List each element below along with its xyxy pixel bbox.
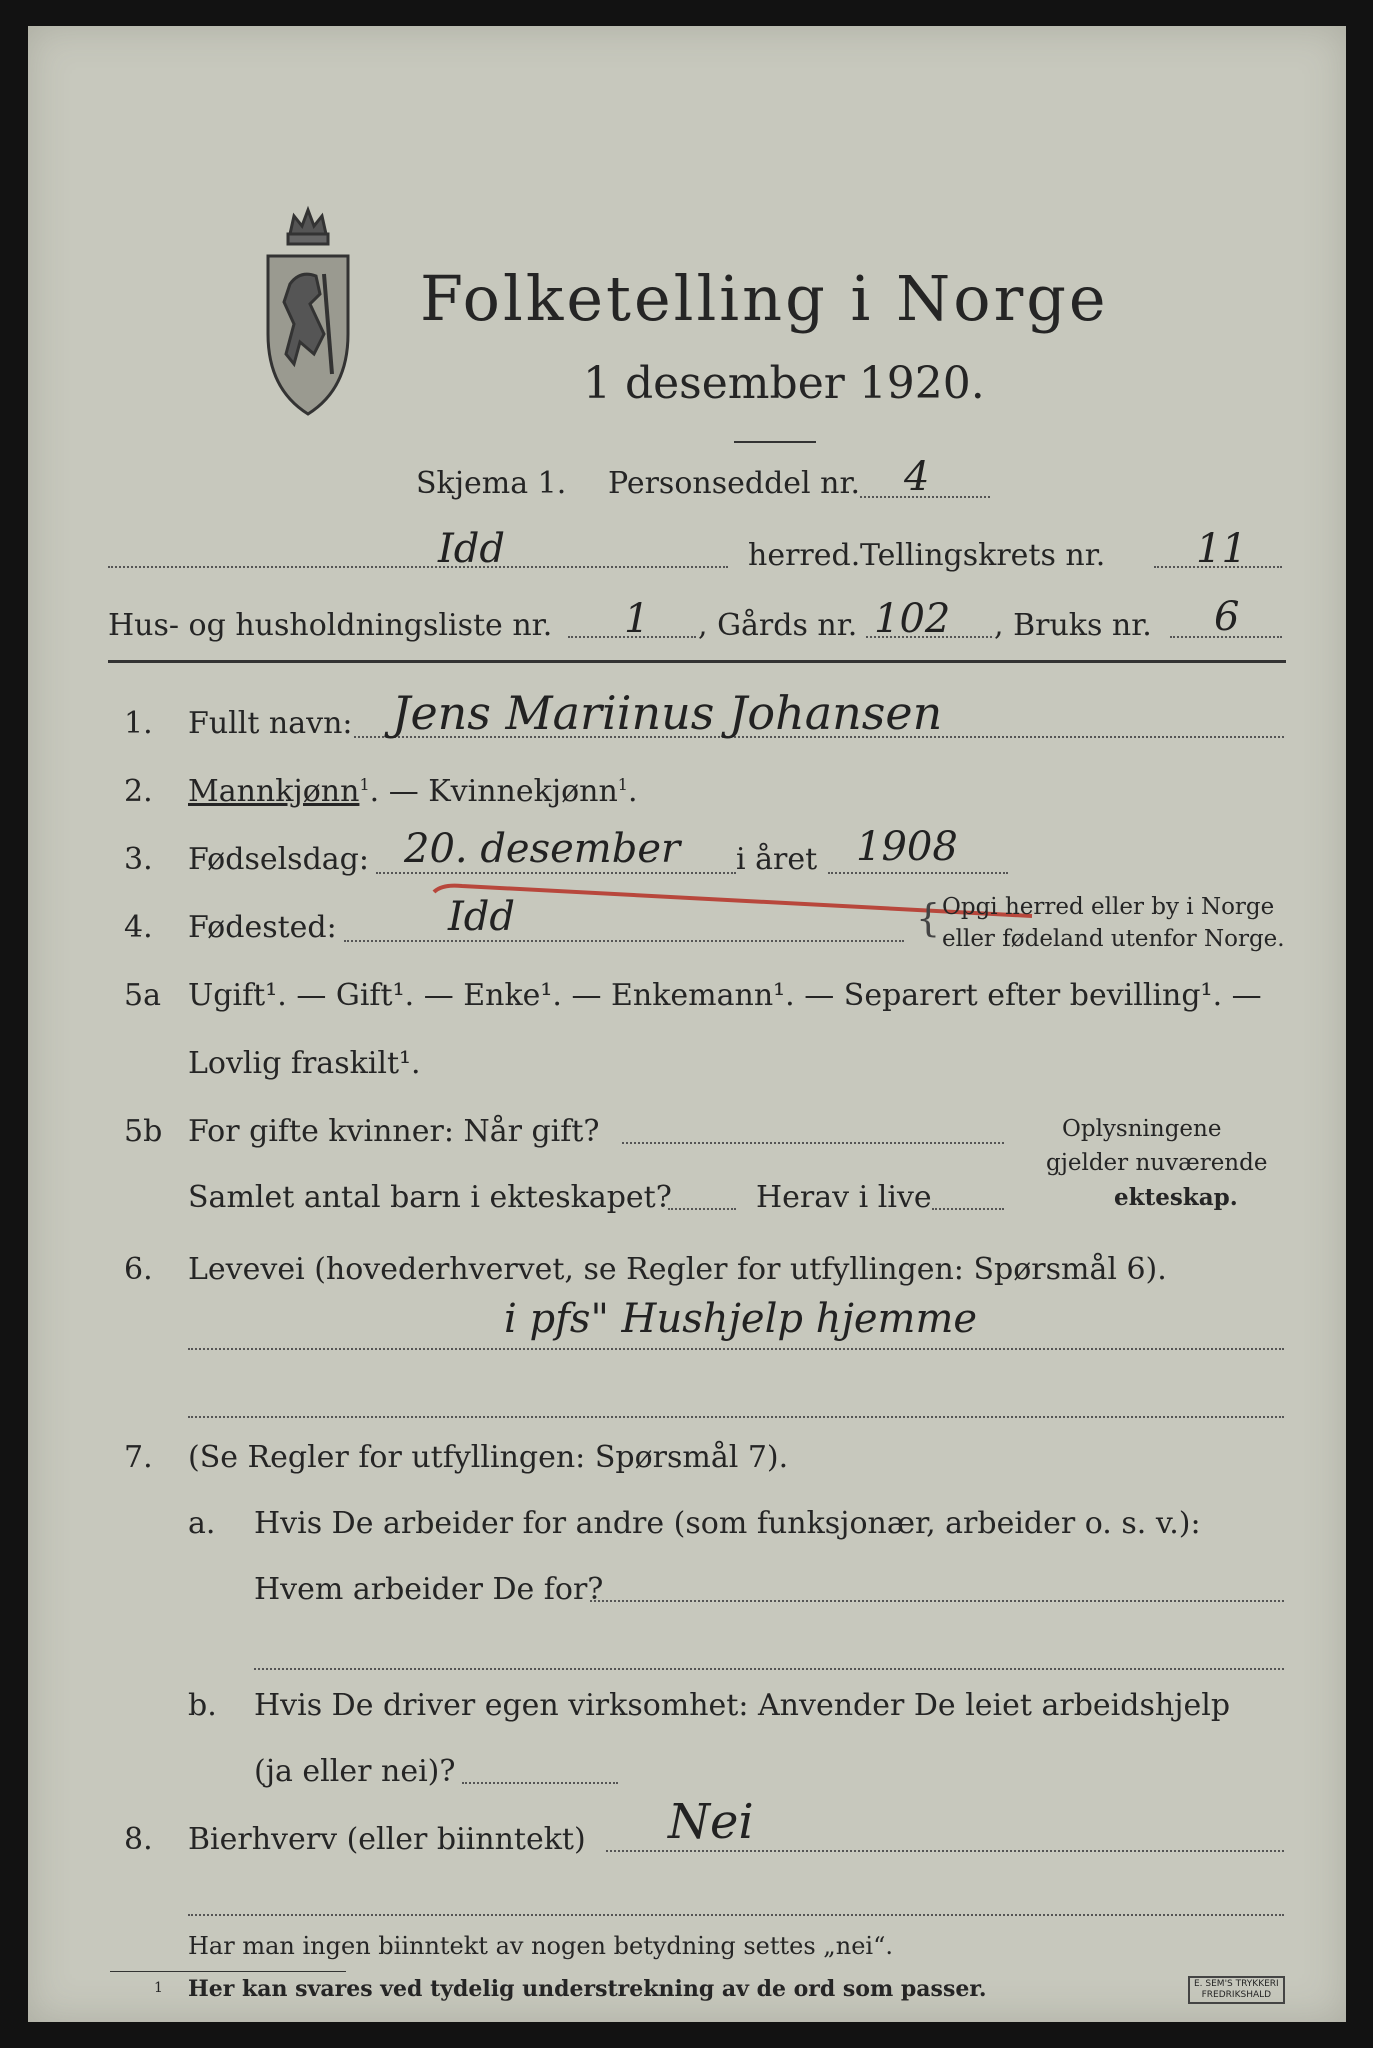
marriage-note-line2: gjelder nuværende <box>1046 1150 1268 1176</box>
herred-label: herred. <box>748 538 861 573</box>
personseddel-value: 4 <box>904 454 930 500</box>
footnote-mark: 1 <box>154 1980 163 1996</box>
occupation-field-line <box>188 1348 1284 1350</box>
marriage-note-line1: Oplysningene <box>1062 1116 1222 1142</box>
side-income-value: Nei <box>668 1794 754 1850</box>
herred-field-line <box>108 566 728 568</box>
q3-number: 3. <box>124 842 153 877</box>
footnote-divider <box>110 1971 346 1972</box>
gards-value: 102 <box>874 596 951 642</box>
q7b-text: Hvis De driver egen virksomhet: Anvender De leiet arbeidshjelp <box>254 1688 1231 1723</box>
occupation-value: i pfs" Hushjelp hjemme <box>504 1296 978 1342</box>
occupation-field-line-2 <box>188 1416 1284 1418</box>
birthplace-note-line2: eller fødeland utenfor Norge. <box>942 926 1285 952</box>
children-total-label: Samlet antal barn i ekteskapet? <box>188 1180 672 1215</box>
q1-number: 1. <box>124 706 153 741</box>
married-when-field-line <box>622 1142 1004 1144</box>
birthday-value: 20. desember <box>404 826 681 872</box>
birthplace-note-line1: Opgi herred eller by i Norge <box>942 894 1275 920</box>
q7-label: (Se Regler for utfyllingen: Spørsmål 7). <box>188 1440 789 1475</box>
q4-label: Fødested: <box>188 910 337 945</box>
q2-gender-options <box>188 774 638 809</box>
year-label: i året <box>736 842 818 877</box>
hired-help-field-line <box>462 1782 618 1784</box>
birth-year-value: 1908 <box>856 824 958 870</box>
separator-dot: . <box>627 774 638 809</box>
bruks-value: 6 <box>1214 594 1240 640</box>
children-alive-field-line <box>932 1208 1004 1210</box>
hus-label: Hus- og husholdningsliste nr. <box>108 608 553 643</box>
tellingskrets-value: 11 <box>1196 526 1247 572</box>
personseddel-label: Personseddel nr. <box>608 466 861 501</box>
marriage-note-line3: ekteskap. <box>1114 1184 1238 1211</box>
marital-status-options: Ugift¹. — Gift¹. — Enke¹. — Enkemann¹. — Separert efter bevilling¹. — <box>188 978 1262 1013</box>
side-income-field-line <box>606 1850 1284 1852</box>
q4-number: 4. <box>124 910 153 945</box>
header-divider <box>108 660 1286 663</box>
q8-label: Bierhverv (eller biinntekt) <box>188 1822 586 1857</box>
printer-stamp-line1: E. SEM'S TRYKKERI <box>1194 1979 1279 1989</box>
q7a-letter: a. <box>188 1506 216 1541</box>
q6-label: Levevei (hovederhvervet, se Regler for utfyllingen: Spørsmål 6). <box>188 1252 1167 1287</box>
children-total-field-line <box>668 1208 736 1210</box>
children-alive-label: Herav i live <box>756 1180 932 1215</box>
birthplace-value: Idd <box>448 894 516 940</box>
q7b-letter: b. <box>188 1688 217 1723</box>
q3-label: Fødselsdag: <box>188 842 369 877</box>
norwegian-coat-of-arms-icon <box>260 204 356 428</box>
note-brace: { <box>916 896 941 940</box>
full-name-value: Jens Mariinus Johansen <box>392 686 943 740</box>
q8-number: 8. <box>124 1822 153 1857</box>
separator-dot: . <box>369 774 380 809</box>
q7b-question: (ja eller nei)? <box>254 1754 456 1789</box>
form-title: Folketelling i Norge <box>420 262 1109 335</box>
gards-label: , Gårds nr. <box>698 608 858 643</box>
q2-number: 2. <box>124 774 153 809</box>
footnote-text: Her kan svares ved tydelig understrekning av de ord som passer. <box>188 1976 987 2002</box>
employer-field-line-2 <box>254 1668 1284 1670</box>
side-income-note: Har man ingen biinntekt av nogen betydning settes „nei“. <box>188 1932 893 1960</box>
q5a-number: 5a <box>124 978 161 1013</box>
kvinnekjonn-option: — Kvinnekjønn <box>388 774 618 809</box>
birthplace-field-line <box>344 940 904 942</box>
census-form-sheet <box>28 26 1346 2022</box>
q5b-number: 5b <box>124 1114 163 1149</box>
q7a-text: Hvis De arbeider for andre (som funksjonær, arbeider o. s. v.): <box>254 1506 1201 1541</box>
employer-field-line <box>590 1600 1284 1602</box>
footnote-ref: 1 <box>359 775 370 794</box>
side-income-field-line-2 <box>188 1914 1284 1916</box>
mannkjonn-option: Mannkjønn <box>188 774 360 809</box>
tellingskrets-label: Tellingskrets nr. <box>860 538 1106 573</box>
census-date: 1 desember 1920. <box>583 358 985 409</box>
married-when-label: For gifte kvinner: Når gift? <box>188 1114 600 1149</box>
marital-status-options-cont: Lovlig fraskilt¹. <box>188 1046 421 1081</box>
footnote-ref: 1 <box>617 775 628 794</box>
q7a-question: Hvem arbeider De for? <box>254 1572 604 1607</box>
bruks-label: , Bruks nr. <box>994 608 1152 643</box>
skjema-label: Skjema 1. <box>416 466 567 501</box>
hus-value: 1 <box>624 596 650 642</box>
q6-number: 6. <box>124 1252 153 1287</box>
title-divider <box>734 441 816 443</box>
printer-stamp <box>1188 1976 1285 2004</box>
q7-number: 7. <box>124 1440 153 1475</box>
q1-label: Fullt navn: <box>188 706 353 741</box>
printer-stamp-line2: FREDRIKSHALD <box>1201 1990 1272 2000</box>
herred-value: Idd <box>438 526 506 572</box>
